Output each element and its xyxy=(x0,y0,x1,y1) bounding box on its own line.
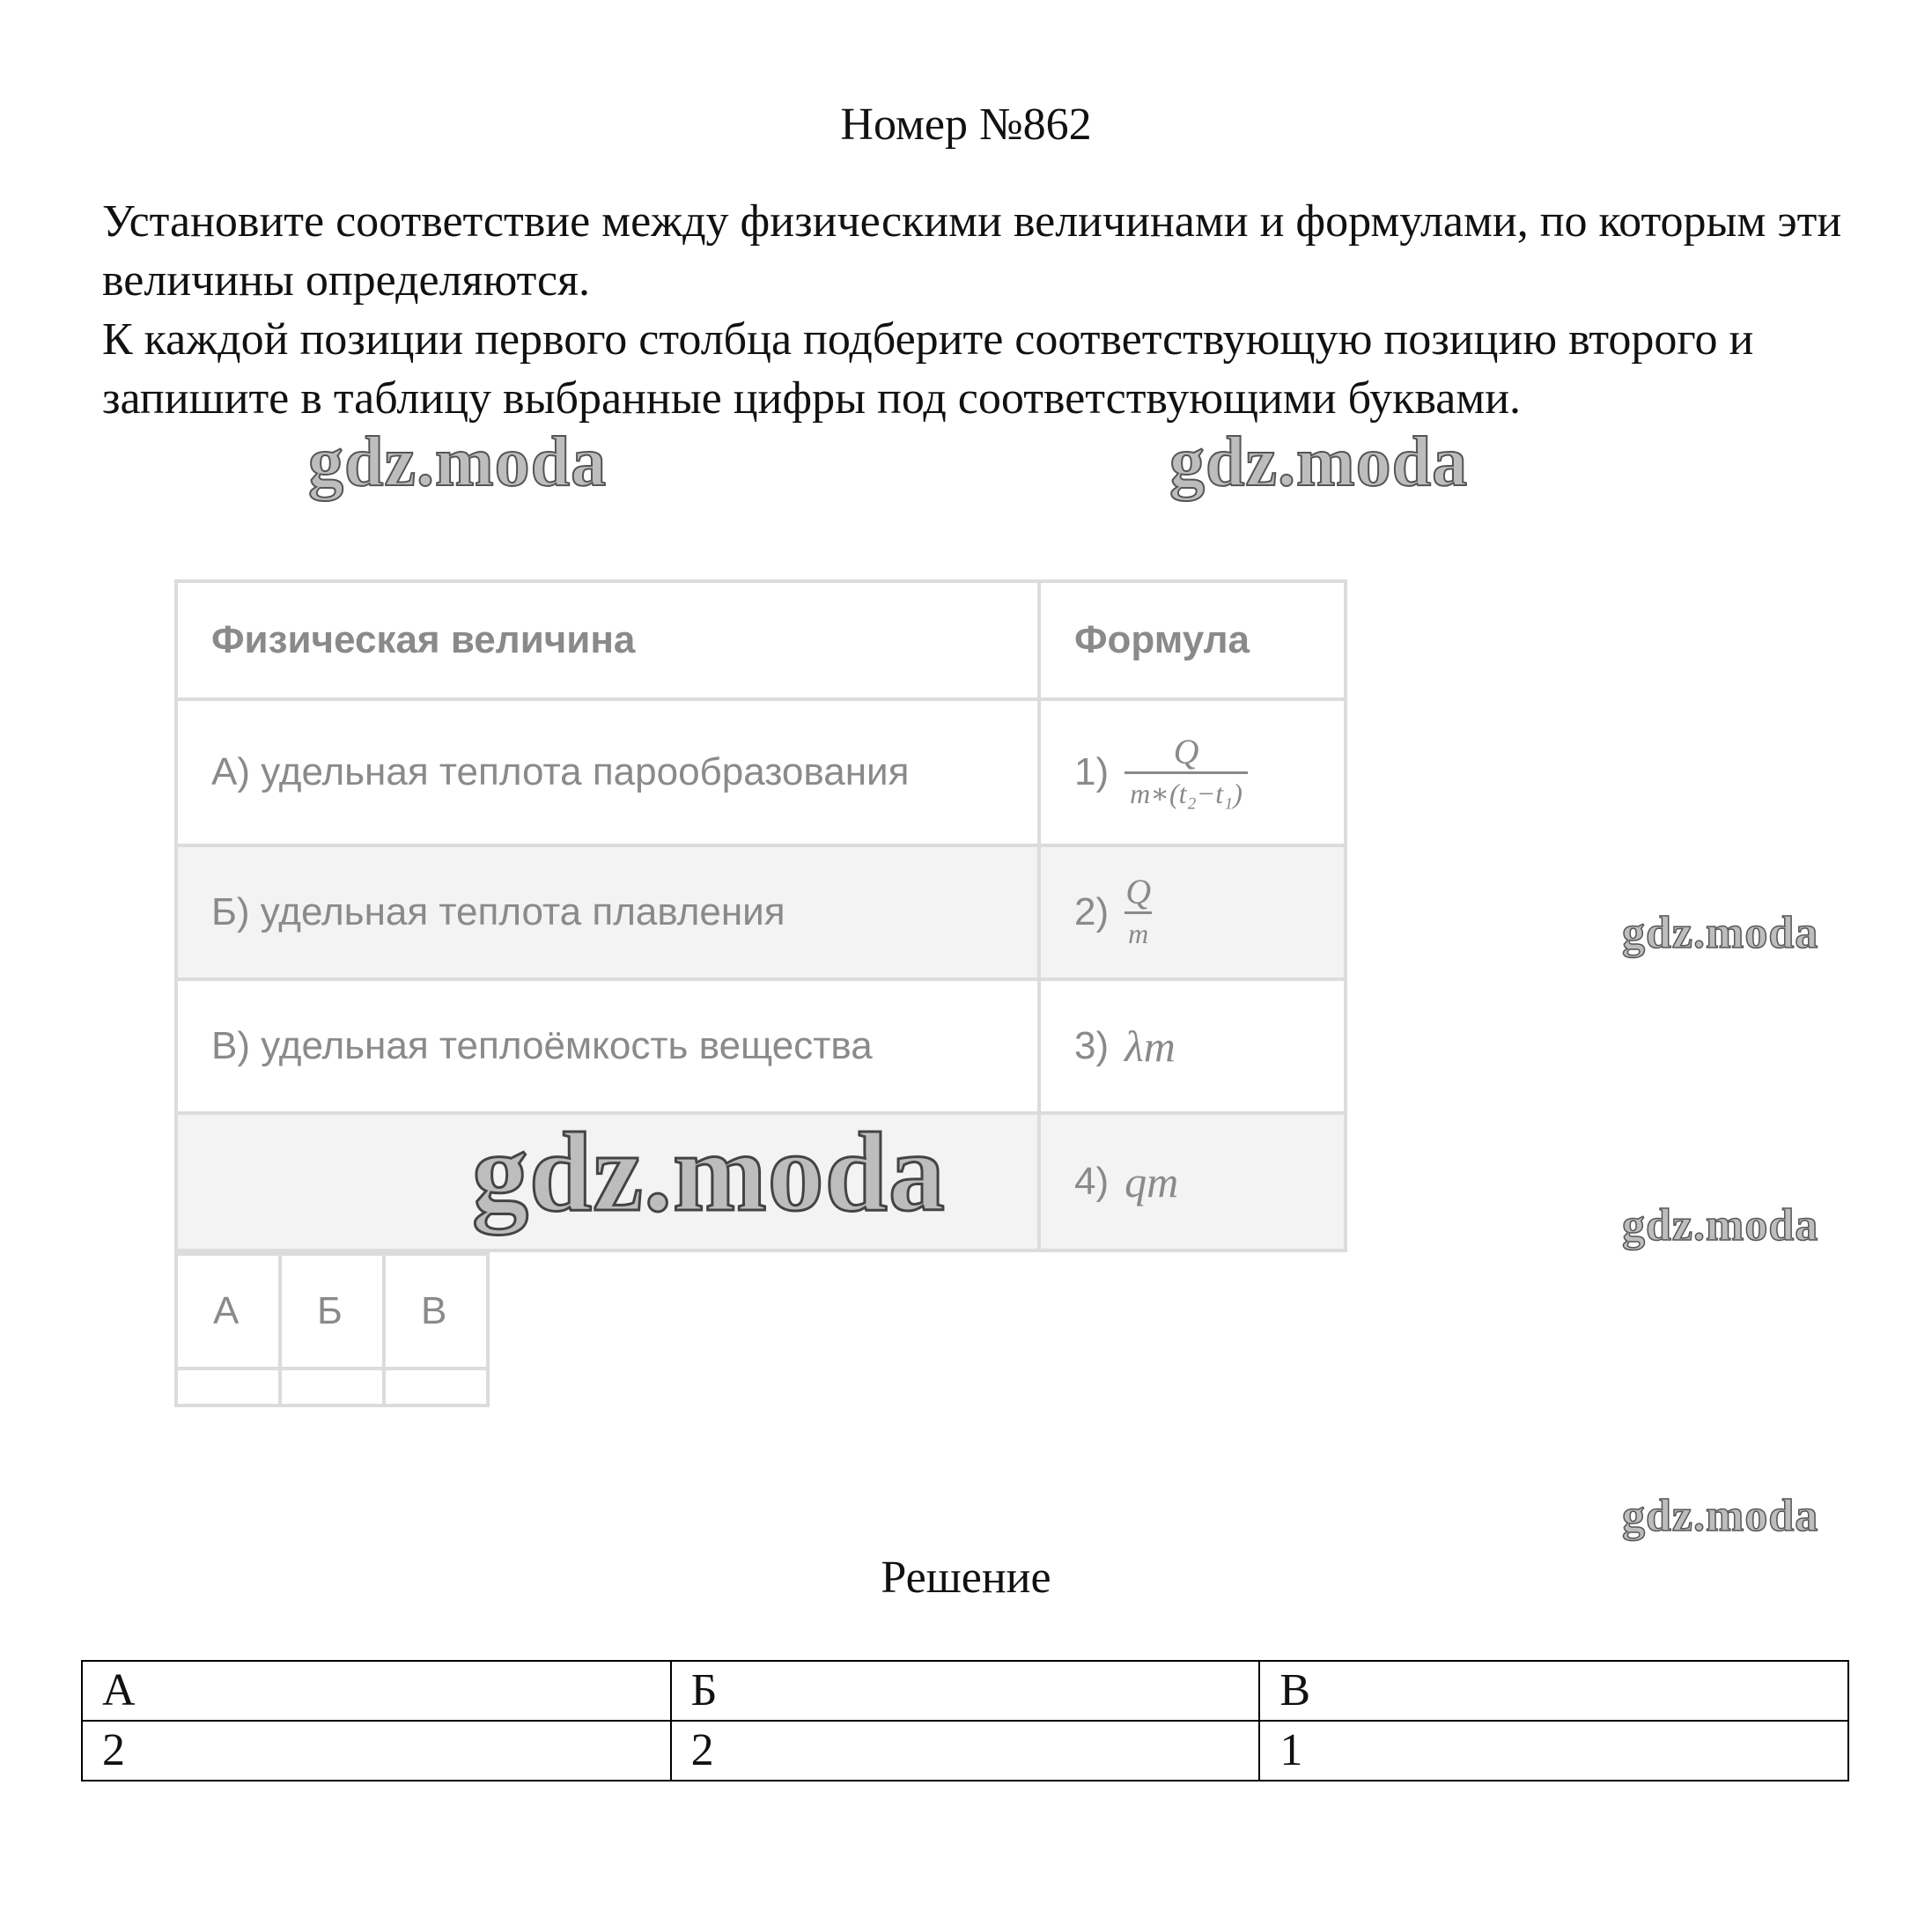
header-quantity: Физическая величина xyxy=(176,581,1039,699)
formula-number: 4) xyxy=(1074,1160,1110,1203)
solution-header-v: В xyxy=(1259,1661,1848,1721)
fraction-numerator: Q xyxy=(1125,871,1152,911)
table-row xyxy=(176,979,1346,1113)
fraction xyxy=(1125,873,1152,953)
watermark: gdz.moda xyxy=(1169,424,1469,501)
solution-title: Решение xyxy=(881,1553,1051,1603)
formula-cell xyxy=(1039,699,1346,845)
formula-expression: λm xyxy=(1125,1022,1176,1071)
table-row xyxy=(82,1721,1848,1781)
formula-number: 3) xyxy=(1074,1024,1110,1067)
watermark: gdz.moda xyxy=(308,424,608,501)
answer-cell xyxy=(280,1368,384,1405)
task-text xyxy=(102,192,1855,428)
solution-header-a: А xyxy=(82,1661,671,1721)
fraction-numerator: Q xyxy=(1173,731,1199,771)
table-header-row xyxy=(176,1254,488,1368)
formula-cell xyxy=(1039,845,1346,979)
formula-cell xyxy=(1039,979,1346,1113)
fraction-denominator: m∗(t₂−t₁) xyxy=(1125,771,1248,813)
solution-value-b: 2 xyxy=(671,1721,1260,1781)
table-header-row xyxy=(176,581,1346,699)
quantity-cell: Б) удельная теплота плавления xyxy=(176,845,1039,979)
answer-header-a: А xyxy=(176,1254,280,1368)
table-header-row xyxy=(82,1661,1848,1721)
watermark: gdz.moda xyxy=(472,1110,946,1235)
task-line-1: Установите соответствие между физическими величинами и формулами, по которым эти величины определяются. xyxy=(102,196,1842,306)
header-formula: Формула xyxy=(1039,581,1346,699)
watermark: gdz.moda xyxy=(1622,1200,1819,1250)
formula-number: 2) xyxy=(1074,890,1110,933)
quantity-cell: В) удельная теплоёмкость вещества xyxy=(176,979,1039,1113)
watermark: gdz.moda xyxy=(1622,908,1819,958)
answer-cell xyxy=(384,1368,488,1405)
quantity-cell: А) удельная теплота парообразования xyxy=(176,699,1039,845)
formula-expression: qm xyxy=(1125,1157,1179,1206)
answer-header-v: В xyxy=(384,1254,488,1368)
answer-cell xyxy=(176,1368,280,1405)
formula-number: 1) xyxy=(1074,750,1110,793)
table-row xyxy=(176,699,1346,845)
solution-value-v: 1 xyxy=(1259,1721,1848,1781)
solution-header-b: Б xyxy=(671,1661,1260,1721)
fraction-denominator: m xyxy=(1125,911,1152,953)
table-row xyxy=(176,1368,488,1405)
fraction xyxy=(1125,733,1248,813)
task-line-2: К каждой позиции первого столбца подберите соответствующую позицию второго и запишите в таблицу выбранные цифры под соответствующими буквами. xyxy=(102,314,1754,424)
table-row xyxy=(176,845,1346,979)
solution-table xyxy=(81,1660,1849,1782)
solution-value-a: 2 xyxy=(82,1721,671,1781)
answer-header-b: Б xyxy=(280,1254,384,1368)
formula-cell xyxy=(1039,1113,1346,1250)
page-title: Номер №862 xyxy=(840,100,1092,150)
watermark: gdz.moda xyxy=(1622,1491,1819,1541)
answer-template-table xyxy=(174,1252,490,1407)
